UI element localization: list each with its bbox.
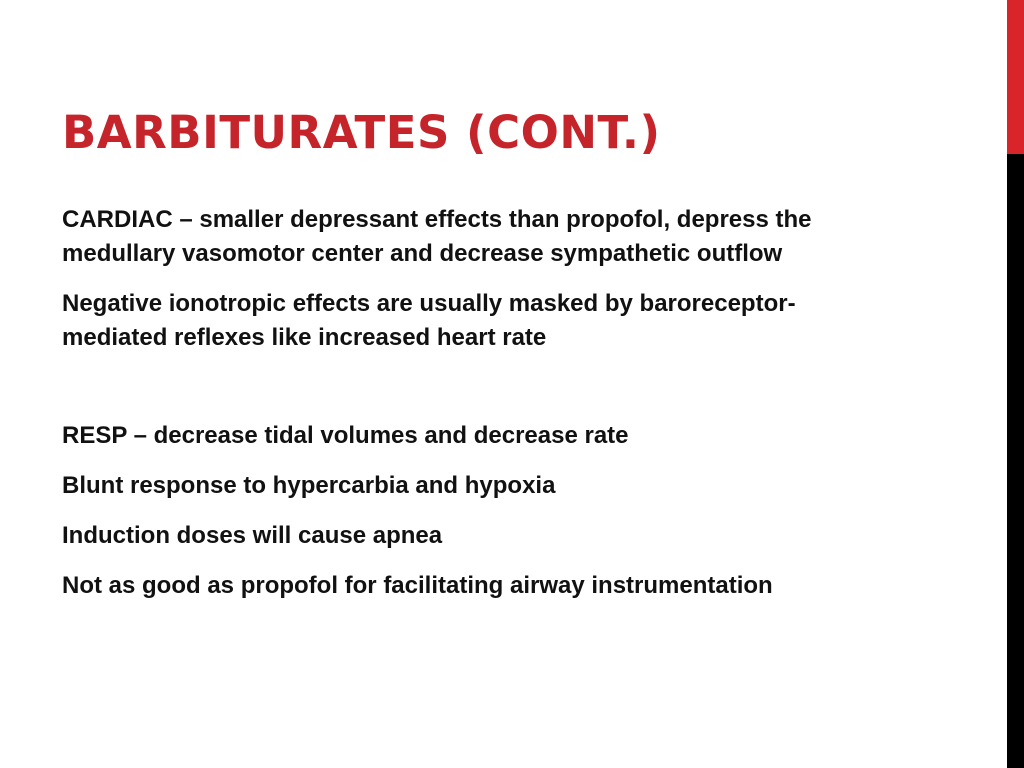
resp-paragraph: RESP – decrease tidal volumes and decrease rate	[62, 422, 629, 449]
accent-bar-black	[1007, 154, 1024, 768]
accent-bar-red	[1007, 0, 1024, 154]
slide-title: BARBITURATES (CONT.)	[62, 106, 661, 159]
resp-paragraph: Not as good as propofol for facilitating airway instrumentation	[62, 572, 773, 599]
resp-paragraph: Induction doses will cause apnea	[62, 522, 443, 549]
section-spacer	[62, 371, 862, 419]
cardiac-paragraph: CARDIAC – smaller depressant effects than propofol, depress the medullary vasomotor center and decrease sympathetic outflow	[62, 206, 812, 267]
cardiac-paragraph: Negative ionotropic effects are usually masked by baroreceptor-mediated reflexes like increased heart rate	[62, 290, 796, 351]
resp-paragraph: Blunt response to hypercarbia and hypoxia	[62, 472, 556, 499]
slide-body	[62, 203, 862, 619]
